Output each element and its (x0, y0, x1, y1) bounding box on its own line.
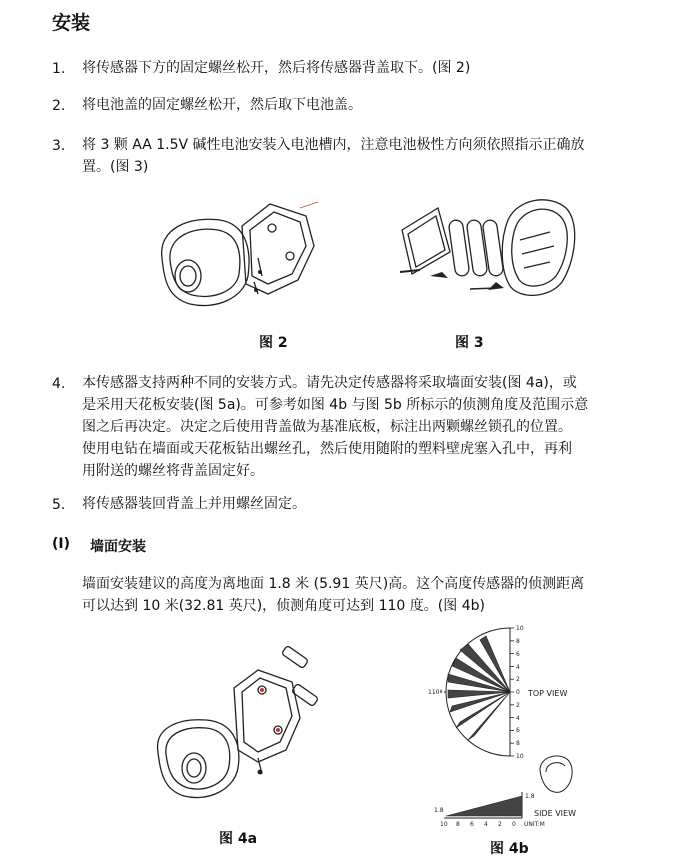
tick-label: 2 (516, 702, 520, 709)
angle-label: 110° (428, 689, 443, 696)
step-text: 将传感器下方的固定螺丝松开，然后将传感器背盖取下。(图 2) (82, 60, 471, 76)
tick-label: 6 (516, 727, 520, 734)
tick-label: 4 (516, 664, 520, 671)
side-view-label: SIDE VIEW (534, 809, 576, 818)
step-text: 本传感器支持两种不同的安装方式。请先决定传感器将采取墙面安装(图 4a)，或 是采用天花板安装(图 5a)。可参考如图 4b 与图 5b 所标示的侦测角度及范围示意 图之后再决定。决定之后使用背盖做为基准底板，标注出两颗螺丝锁孔的位置。 使用电钻在墙面或天花板钻出螺丝孔，然后使用随附的塑料壁虎塞入孔中，再利 用附送的螺丝将背盖固定好。 (82, 375, 589, 479)
figure-4a-caption: 图 4a (219, 831, 258, 847)
step-number: 4. (52, 376, 66, 392)
tick-label: 2 (498, 821, 502, 828)
step-number: 3. (52, 138, 66, 154)
figure-4b-diagram (410, 620, 610, 835)
tick-label: 6 (470, 821, 474, 828)
tick-label: 0 (512, 821, 516, 828)
height-label: 1.8 (434, 807, 444, 814)
step-text: 将传感器装回背盖上并用螺丝固定。 (82, 496, 306, 512)
figure-2-illustration (150, 198, 320, 318)
tick-label: 4 (484, 821, 488, 828)
figure-3-illustration (390, 190, 580, 310)
tick-label: 6 (516, 651, 520, 658)
step-number: 5. (52, 497, 66, 513)
section-title: 墙面安装 (90, 539, 146, 555)
figure-2-caption: 图 2 (259, 335, 288, 351)
step-number: 1. (52, 61, 66, 77)
figure-4b-caption: 图 4b (490, 841, 529, 857)
step-number: 2. (52, 98, 66, 114)
height-label: 1.8 (525, 793, 535, 800)
tick-label: 8 (516, 740, 520, 747)
tick-label: 2 (516, 676, 520, 683)
step-text: 将 3 颗 AA 1.5V 碱性电池安装入电池槽内，注意电池极性方向须依照指示正确放 置。(图 3) (82, 137, 585, 175)
unit-label: UNIT:M (524, 821, 545, 828)
figure-4a-illustration (150, 640, 320, 820)
tick-label: 10 (516, 753, 524, 760)
top-view-label: TOP VIEW (528, 689, 568, 698)
tick-label: 8 (516, 638, 520, 645)
page-title: 安装 (52, 12, 91, 34)
tick-label: 4 (516, 715, 520, 722)
tick-label: 0 (516, 689, 520, 696)
tick-label: 10 (516, 625, 524, 632)
figure-3-caption: 图 3 (455, 335, 484, 351)
tick-label: 10 (440, 821, 448, 828)
section-text: 墙面安装建议的高度为离地面 1.8 米 (5.91 英尺)高。这个高度传感器的侦测距离 可以达到 10 米(32.81 英尺)，侦测角度可达到 110 度。(图 4b) (82, 576, 585, 614)
section-number: (I) (52, 536, 71, 552)
step-text: 将电池盖的固定螺丝松开，然后取下电池盖。 (82, 97, 362, 113)
tick-label: 8 (456, 821, 460, 828)
